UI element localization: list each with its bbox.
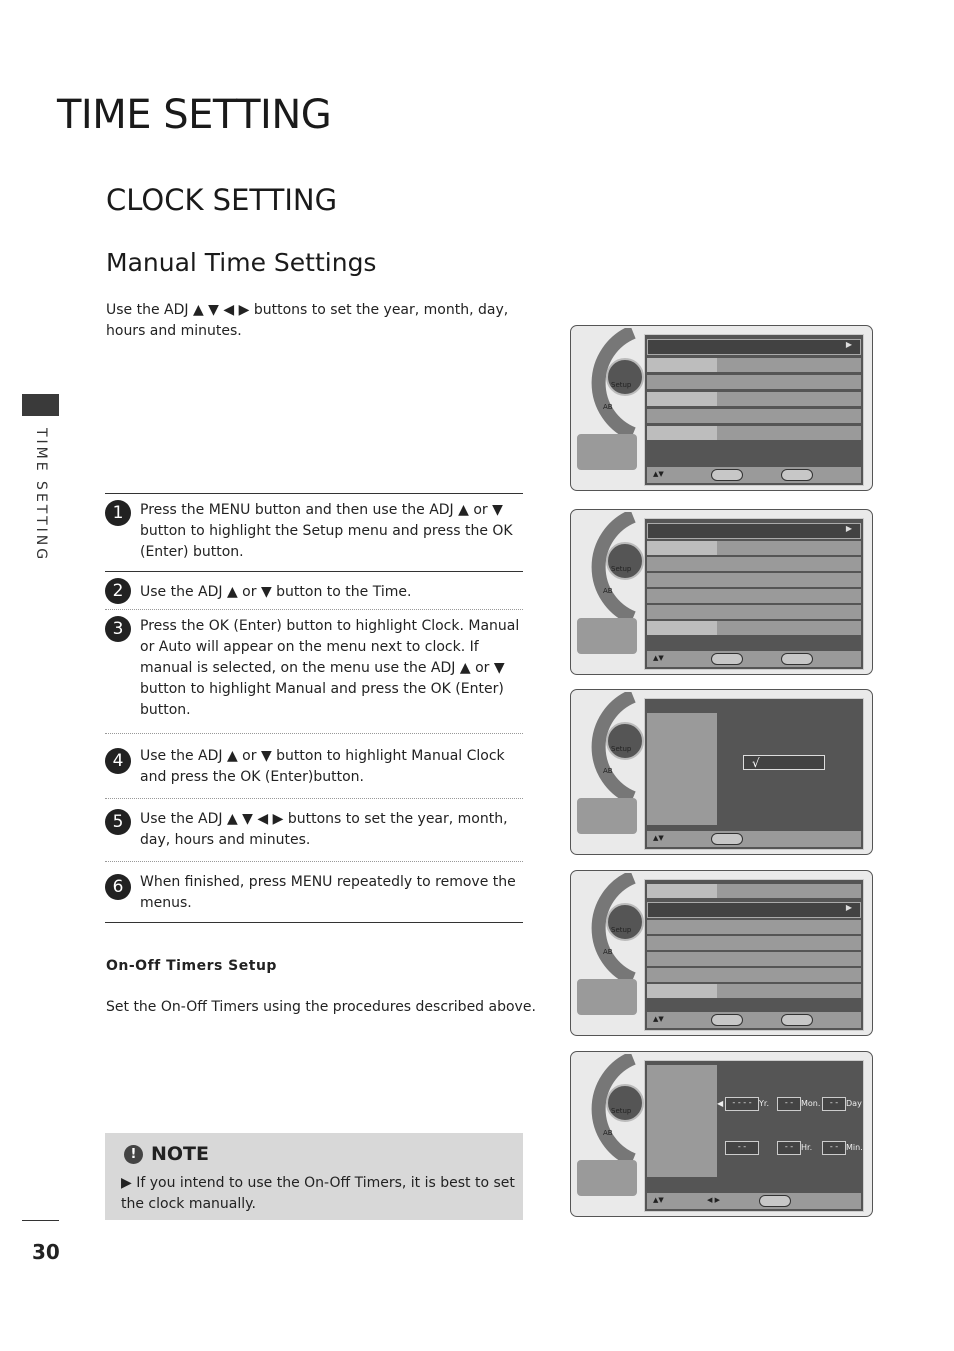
note-text: ▶ If you intend to use the On-Off Timers, it is best to set the clock manually. bbox=[121, 1175, 515, 1212]
minute-field: - - bbox=[822, 1141, 846, 1155]
year-label: Yr. bbox=[759, 1099, 769, 1108]
step-number: 4 bbox=[105, 748, 131, 774]
intro-text: Use the ADJ ▲ ▼ ◀ ▶ buttons to set the year, month, day, hours and minutes. bbox=[106, 302, 509, 339]
osd-screen-2 bbox=[570, 509, 873, 675]
hour-label: Hr. bbox=[801, 1143, 813, 1152]
step-6 bbox=[105, 862, 523, 923]
menu-wheel-icon bbox=[573, 328, 641, 438]
info-box bbox=[577, 798, 637, 834]
timers-title: On-Off Timers Setup bbox=[106, 958, 277, 974]
steps-list bbox=[105, 493, 523, 923]
footer-button bbox=[711, 833, 743, 845]
footer-button bbox=[711, 653, 743, 665]
footer-button bbox=[711, 1014, 743, 1026]
step-4 bbox=[105, 734, 523, 799]
info-box bbox=[577, 979, 637, 1015]
page-number: 30 bbox=[32, 1240, 60, 1264]
nav-arrows: ▲▼ bbox=[653, 834, 664, 842]
setup-label: Setup bbox=[611, 926, 632, 934]
menu-row-selected bbox=[647, 339, 861, 355]
nav-arrows: ▲▼ bbox=[653, 470, 664, 478]
osd-screen-1 bbox=[570, 325, 873, 491]
step-text: Use the ADJ ▲ ▼ ◀ ▶ buttons to set the year, month, day, hours and minutes. bbox=[140, 811, 508, 848]
setup-icon bbox=[606, 722, 644, 760]
ampm-field: - - bbox=[777, 1141, 801, 1155]
subsection-title: Manual Time Settings bbox=[106, 248, 377, 277]
menu-row bbox=[647, 621, 861, 635]
menu-panel bbox=[644, 879, 864, 1031]
step-number: 1 bbox=[105, 500, 131, 526]
note-title: NOTE bbox=[151, 1143, 209, 1165]
footer-button bbox=[759, 1195, 791, 1207]
step-text: When finished, press MENU repeatedly to remove the menus. bbox=[140, 874, 516, 911]
note-box bbox=[105, 1133, 523, 1220]
footer-button bbox=[781, 653, 813, 665]
side-tab-label: TIME SETTING bbox=[33, 428, 49, 563]
arrow-left-icon: ◀ bbox=[717, 1099, 724, 1108]
arrow-right-icon: ▶ bbox=[845, 340, 852, 349]
step-5 bbox=[105, 799, 523, 862]
nav-arrows: ▲▼ bbox=[653, 1196, 664, 1204]
ab-label: AB bbox=[603, 587, 613, 595]
menu-wheel-icon bbox=[573, 873, 641, 983]
ab-label: AB bbox=[603, 1129, 613, 1137]
step-text: Use the ADJ ▲ or ▼ button to the Time. bbox=[140, 584, 412, 600]
month-field: - - bbox=[777, 1097, 801, 1111]
step-number: 5 bbox=[105, 809, 131, 835]
menu-footer bbox=[647, 467, 861, 483]
hour-field: - - bbox=[725, 1141, 759, 1155]
side-tab-marker bbox=[22, 394, 59, 416]
menu-row bbox=[647, 952, 861, 966]
menu-row bbox=[647, 426, 861, 440]
setup-icon bbox=[606, 542, 644, 580]
arrow-right-icon: ▶ bbox=[845, 524, 852, 533]
menu-panel bbox=[644, 1060, 864, 1212]
menu-row bbox=[647, 968, 861, 982]
menu-wheel-icon bbox=[573, 512, 641, 622]
section-title: CLOCK SETTING bbox=[106, 183, 338, 217]
page-number-rule bbox=[22, 1220, 59, 1221]
lr-arrows: ◀ ▶ bbox=[707, 1196, 720, 1204]
ab-label: AB bbox=[603, 403, 613, 411]
nav-arrows: ▲▼ bbox=[653, 1015, 664, 1023]
menu-wheel-icon bbox=[573, 1054, 641, 1164]
info-box bbox=[577, 618, 637, 654]
ab-label: AB bbox=[603, 767, 613, 775]
step-2 bbox=[105, 572, 523, 610]
month-label: Mon. bbox=[801, 1099, 821, 1108]
day-label: Day bbox=[846, 1099, 862, 1108]
step-text: Press the MENU button and then use the ADJ ▲ or ▼ button to highlight the Setup menu and press the OK (Enter) button. bbox=[140, 502, 513, 560]
option-checked: √ bbox=[743, 755, 825, 770]
menu-row-selected bbox=[647, 523, 861, 539]
year-field: - - - - bbox=[725, 1097, 759, 1111]
step-number: 6 bbox=[105, 874, 131, 900]
step-text: Press the OK (Enter) button to highlight Clock. Manual or Auto will appear on the menu next to clock. If manual is selected, on the menu use the ADJ ▲ or ▼ button to highlight Manual and press the OK (Enter) button. bbox=[140, 618, 520, 718]
step-number: 3 bbox=[105, 616, 131, 642]
arrow-right-icon: ▶ bbox=[845, 903, 852, 912]
step-1 bbox=[105, 494, 523, 572]
setup-label: Setup bbox=[611, 381, 632, 389]
menu-row bbox=[647, 392, 861, 406]
menu-footer bbox=[647, 1193, 861, 1209]
menu-column bbox=[647, 1065, 717, 1177]
menu-row bbox=[647, 358, 861, 372]
menu-row bbox=[647, 884, 861, 898]
step-text: Use the ADJ ▲ or ▼ button to highlight Manual Clock and press the OK (Enter)button. bbox=[140, 748, 505, 785]
osd-screen-5 bbox=[570, 1051, 873, 1217]
menu-footer bbox=[647, 651, 861, 667]
menu-column bbox=[647, 713, 717, 825]
menu-row bbox=[647, 936, 861, 950]
footer-button bbox=[781, 469, 813, 481]
menu-row bbox=[647, 984, 861, 998]
info-box bbox=[577, 434, 637, 470]
info-box bbox=[577, 1160, 637, 1196]
menu-panel bbox=[644, 518, 864, 670]
setup-icon bbox=[606, 358, 644, 396]
ab-label: AB bbox=[603, 948, 613, 956]
day-field: - - bbox=[822, 1097, 846, 1111]
menu-panel bbox=[644, 698, 864, 850]
setup-label: Setup bbox=[611, 745, 632, 753]
minute-label: Min. bbox=[846, 1143, 863, 1152]
menu-row bbox=[647, 573, 861, 587]
footer-button bbox=[781, 1014, 813, 1026]
menu-footer bbox=[647, 831, 861, 847]
nav-arrows: ▲▼ bbox=[653, 654, 664, 662]
setup-icon bbox=[606, 1084, 644, 1122]
menu-row bbox=[647, 557, 861, 571]
menu-row bbox=[647, 541, 861, 555]
menu-footer bbox=[647, 1012, 861, 1028]
setup-label: Setup bbox=[611, 1107, 632, 1115]
step-number: 2 bbox=[105, 578, 131, 604]
setup-label: Setup bbox=[611, 565, 632, 573]
menu-panel bbox=[644, 334, 864, 486]
setup-icon bbox=[606, 903, 644, 941]
timers-text: Set the On-Off Timers using the procedures described above. bbox=[106, 999, 536, 1015]
step-3 bbox=[105, 610, 523, 734]
menu-row bbox=[647, 375, 861, 389]
exclamation-icon: ! bbox=[124, 1145, 143, 1164]
osd-screen-4 bbox=[570, 870, 873, 1036]
osd-screen-3 bbox=[570, 689, 873, 855]
menu-row bbox=[647, 589, 861, 603]
footer-button bbox=[711, 469, 743, 481]
menu-row bbox=[647, 409, 861, 423]
menu-row-selected bbox=[647, 902, 861, 918]
menu-row bbox=[647, 605, 861, 619]
menu-row bbox=[647, 920, 861, 934]
menu-wheel-icon bbox=[573, 692, 641, 802]
page-title: TIME SETTING bbox=[57, 92, 332, 138]
